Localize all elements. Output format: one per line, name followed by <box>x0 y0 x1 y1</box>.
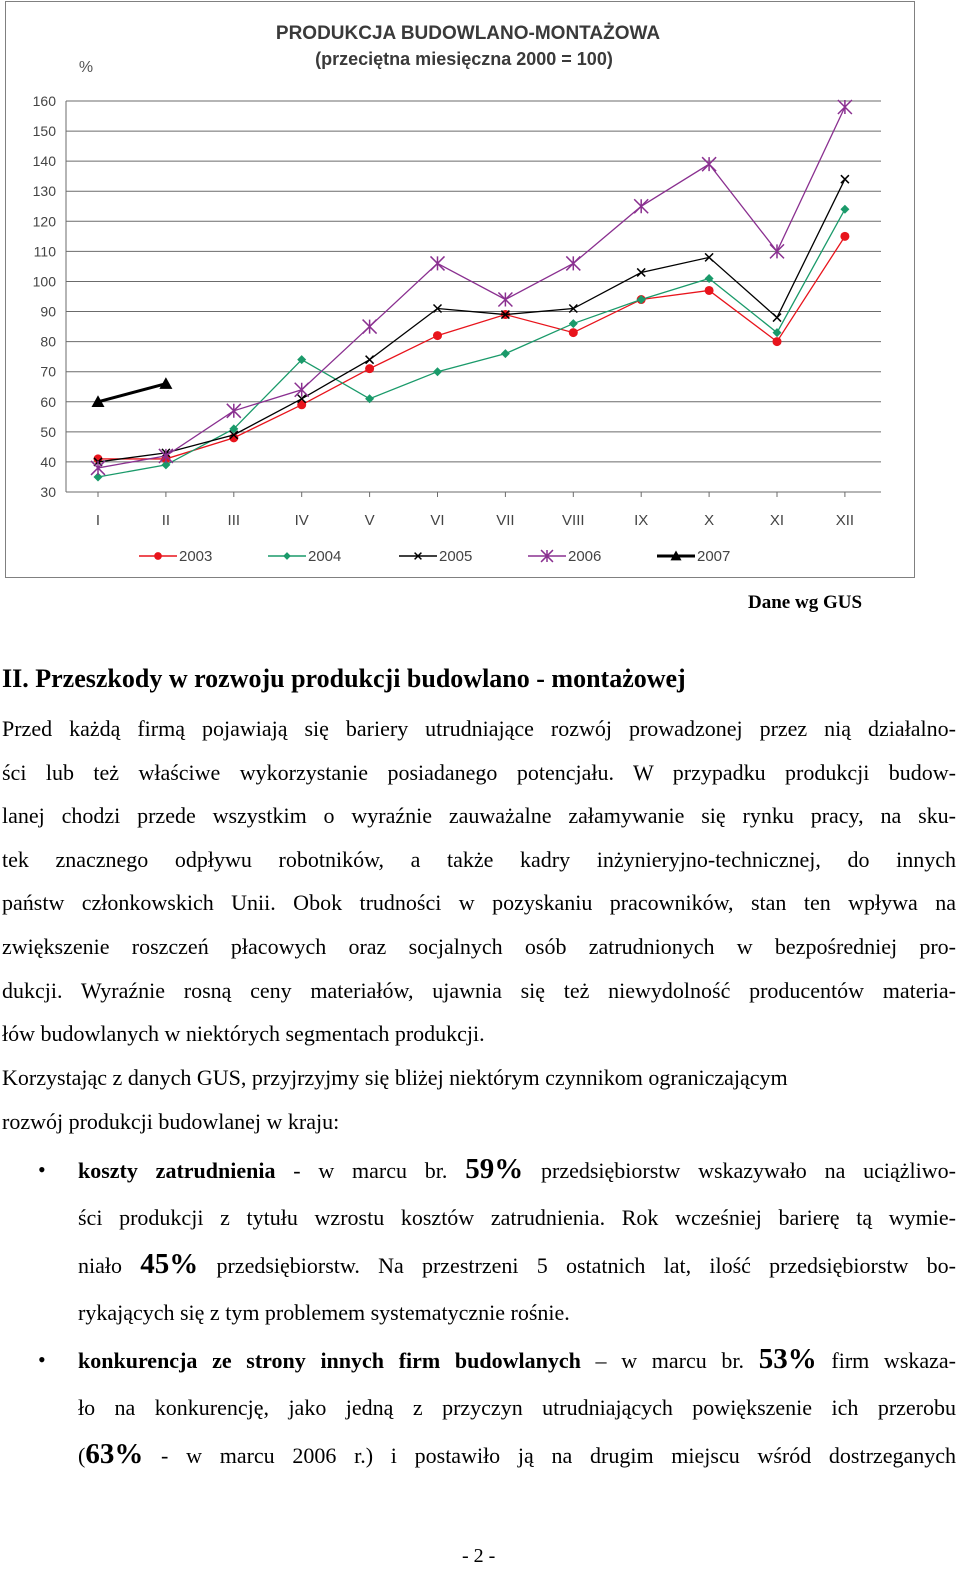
data-point <box>363 320 377 334</box>
series-2007 <box>92 377 173 407</box>
percent-value: 53% <box>758 1343 817 1375</box>
paragraph-line: dukcji. Wyraźnie rosną ceny materiałów, ujawnia się też niewydolność producentów materia- <box>2 977 956 1003</box>
bullet-item-employment-costs <box>0 1146 956 1336</box>
data-point <box>569 319 578 328</box>
legend-label: 2004 <box>308 548 342 565</box>
legend-label: 2007 <box>697 548 731 565</box>
data-point <box>841 175 849 183</box>
section-heading: II. Przeszkody w rozwoju produkcji budowlano - montażowej <box>2 664 686 693</box>
y-tick-label: 30 <box>40 484 56 500</box>
legend-item-2003 <box>139 548 212 565</box>
bullet-text: - w marcu 2006 r.) i postawiło ją na drugim miejscu wśród dostrzeganych <box>143 1443 956 1468</box>
legend-label: 2006 <box>568 548 602 565</box>
bullet-line: ści produkcji z tytułu wzrostu kosztów zatrudnienia. Rok wcześniej barierę tą wymie- <box>78 1205 956 1230</box>
bullet-icon: • <box>38 1347 46 1372</box>
y-tick-label: 140 <box>32 153 56 170</box>
paragraph-line: Przed każdą firmą pojawiają się bariery utrudniające rozwój prowadzonej przez nią działalno- <box>2 716 956 741</box>
x-tick-label: X <box>704 512 715 529</box>
data-point <box>566 256 580 270</box>
bullet-line: ło na konkurencję, jako jedną z przyczyn utrudniających powiększenie ich przerobu <box>78 1395 956 1420</box>
y-tick-label: 150 <box>32 123 56 140</box>
legend-item-2006 <box>528 548 601 565</box>
x-tick-label: VII <box>496 512 515 529</box>
legend-item-2007 <box>657 548 730 565</box>
bullet-icon: • <box>38 1157 46 1182</box>
x-tick-label: XI <box>769 512 785 529</box>
chart-subtitle: (przeciętna miesięczna 2000 = 100) <box>315 49 613 69</box>
y-tick-label: 60 <box>40 393 56 410</box>
data-point <box>498 293 512 307</box>
x-tick-label: II <box>161 512 171 529</box>
paragraph-line: łów budowlanych w niektórych segmentach produkcji. <box>2 1021 485 1047</box>
data-point <box>91 461 105 475</box>
y-tick-label: 160 <box>32 93 56 109</box>
data-point <box>431 256 445 270</box>
y-tick-label: 90 <box>40 303 56 320</box>
percent-value: 59% <box>465 1153 524 1185</box>
x-tick-label: VI <box>430 512 445 529</box>
x-tick-label: IX <box>634 512 649 529</box>
y-tick-label: 130 <box>32 183 56 200</box>
legend-item-2004 <box>268 548 341 565</box>
bullet-bold-term: konkurencja ze strony innych firm budowlanych <box>78 1348 581 1373</box>
data-point <box>705 286 714 295</box>
bullet-bold-term: koszty zatrudnienia <box>78 1158 276 1183</box>
bullet-text: przedsiębiorstw wskazywało na uciążliwo- <box>523 1158 956 1183</box>
data-point <box>840 205 849 214</box>
paragraph-line: lanej chodzi przede wszystkim o wyraźnie zauważalne załamywanie się rynku pracy, na sku- <box>2 803 956 829</box>
series-2004 <box>94 205 850 482</box>
bullet-text: – w marcu br. <box>580 1348 759 1373</box>
y-tick-label: 110 <box>33 243 56 260</box>
series-2005 <box>94 175 849 466</box>
y-axis-label: % <box>78 59 94 76</box>
data-point <box>295 383 309 397</box>
x-tick-label: III <box>227 512 241 529</box>
bullet-text: ( <box>78 1443 86 1468</box>
series-2006 <box>91 100 852 475</box>
y-tick-label: 80 <box>40 333 56 350</box>
source-label: Dane wg GUS <box>748 592 863 613</box>
bullet-text: - w marcu br. <box>275 1158 466 1183</box>
data-point <box>154 552 162 560</box>
x-tick-label: I <box>95 512 101 529</box>
bullet-line <box>78 1241 956 1289</box>
paragraph-line: rozwój produkcji budowlanej w kraju: <box>2 1108 340 1134</box>
paragraph-line: ści lub też właściwe wykorzystanie posiadanego potencjału. W przypadku produkcji budow- <box>2 759 956 785</box>
y-tick-label: 70 <box>40 363 56 380</box>
bullet-text: firm wskaza- <box>816 1348 956 1373</box>
chart-container <box>5 1 915 578</box>
bullet-text: przedsiębiorstw. Na przestrzeni 5 ostatnich lat, ilość przedsiębiorstw bo- <box>198 1253 956 1278</box>
bullet-list <box>0 1146 958 1479</box>
data-point <box>838 100 852 114</box>
series-line <box>98 236 845 459</box>
data-point <box>227 404 241 418</box>
paragraph-line: zwiększenie roszczeń płacowych oraz socjalnych osób zatrudnionych w bezpośredniej pro- <box>2 933 956 959</box>
legend-label: 2003 <box>179 548 213 565</box>
data-point <box>159 449 173 463</box>
bullet-item-competition <box>0 1336 956 1479</box>
percent-value: 63% <box>85 1438 144 1470</box>
series-line <box>98 384 166 402</box>
x-tick-label: XII <box>835 512 855 529</box>
bullet-text: niało <box>78 1253 141 1278</box>
data-point <box>159 377 172 389</box>
data-point <box>840 232 849 241</box>
chart-title: PRODUKCJA BUDOWLANO-MONTAŻOWA <box>275 23 661 44</box>
bullet-line: rykających się z tym problemem systematycznie rośnie. <box>78 1300 570 1325</box>
paragraph-1 <box>2 707 956 1056</box>
bullet-line <box>78 1146 956 1194</box>
percent-value: 45% <box>140 1248 199 1280</box>
bullet-line <box>78 1336 956 1384</box>
data-point <box>569 328 578 337</box>
y-tick-label: 40 <box>40 453 56 470</box>
data-point <box>433 367 442 376</box>
legend-label: 2005 <box>439 548 473 565</box>
paragraph-2 <box>2 1056 956 1143</box>
paragraph-line: tek znacznego odpływu robotników, a także kadry inżynieryjno-technicznej, do innych <box>2 846 956 872</box>
data-point <box>366 356 374 364</box>
bullet-line <box>78 1431 956 1479</box>
data-point <box>634 199 648 213</box>
x-tick-label: IV <box>294 512 309 529</box>
data-point <box>702 157 716 171</box>
paragraph-line: państw członkowskich Unii. Obok trudności w pozyskaniu pracowników, stan ten wpływa na <box>2 890 956 916</box>
data-point <box>501 349 510 358</box>
y-tick-label: 50 <box>40 423 56 440</box>
data-point <box>433 331 442 340</box>
legend-item-2005 <box>399 548 472 565</box>
y-tick-label: 120 <box>32 213 56 230</box>
y-tick-label: 100 <box>32 273 56 290</box>
page-number: - 2 - <box>462 1545 496 1567</box>
data-point <box>365 364 374 373</box>
x-tick-label: VIII <box>562 512 585 529</box>
data-point <box>773 314 781 322</box>
data-point <box>283 552 291 560</box>
line-chart <box>6 2 916 579</box>
paragraph-line: Korzystając z danych GUS, przyjrzyjmy się bliżej niektórym czynnikom ograniczającym <box>2 1065 788 1090</box>
data-point <box>773 337 782 346</box>
series-line <box>98 209 845 477</box>
x-tick-label: V <box>364 512 375 529</box>
